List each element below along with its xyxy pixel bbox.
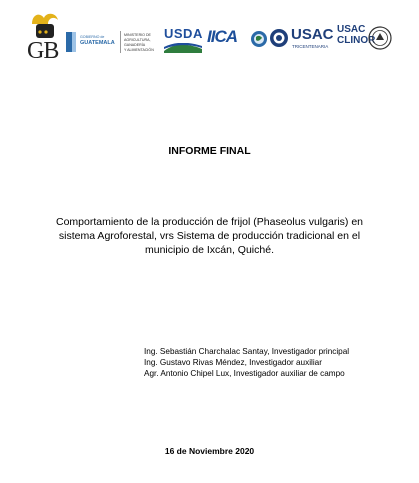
usac-clinor-line-2: CLINOR: [337, 35, 376, 46]
usac-clinor-line-1: USAC: [337, 24, 366, 35]
author-item: Agr. Antonio Chipel Lux, Investigador auxiliar de campo: [144, 369, 345, 378]
usda-text: USDA: [164, 26, 203, 41]
author-list: [144, 346, 349, 379]
maga-line-1: MINISTERIO DE: [124, 33, 151, 37]
gobierno-text: GOBIERNO de: [80, 35, 105, 39]
logo-banner: [0, 0, 419, 75]
clinor-seal-icon: [368, 26, 392, 50]
usac-seal-icon: [269, 28, 289, 48]
gb-logo: [26, 10, 66, 66]
subtitle-line: municipio de Ixcán, Quiché.: [145, 244, 274, 256]
gobierno-guatemala-logo: [66, 32, 120, 52]
maga-divider: [120, 31, 121, 53]
gb-logo-text: GB: [27, 38, 59, 64]
document-date: 16 de Noviembre 2020: [164, 446, 255, 456]
globe-icon: [250, 30, 268, 48]
usac-sub-text: TRICENTENARIA: [292, 44, 329, 49]
maga-logo: [120, 31, 160, 53]
document-subtitle: [0, 215, 419, 257]
globe-emblem: [250, 30, 268, 48]
usda-field-icon: [164, 43, 202, 53]
maga-line-2: AGRICULTURA,: [124, 38, 151, 42]
subtitle-line: sistema Agroforestal, vrs Sistema de producción tradicional en el: [58, 230, 361, 242]
usac-text: USAC: [291, 26, 334, 43]
maga-line-3: GANADERÍA: [124, 43, 146, 47]
author-item: Ing. Gustavo Rivas Méndez, Investigador auxiliar: [144, 358, 322, 367]
maga-line-4: Y ALIMENTACIÓN: [124, 48, 154, 52]
usac-clinor-logo: [337, 24, 393, 56]
usac-tricentenaria-logo: [269, 26, 335, 54]
iica-logo: [207, 27, 251, 51]
iica-text: IICA: [207, 27, 237, 46]
subtitle-line: Comportamiento de la producción de frijol (Phaseolus vulgaris) en: [56, 216, 363, 228]
usda-logo: [164, 26, 202, 54]
gov-flag-white: [72, 32, 76, 52]
document-title: INFORME FINAL: [168, 145, 251, 157]
author-item: Ing. Sebastián Charchalac Santay, Investigador principal: [144, 347, 350, 356]
guatemala-text: GUATEMALA: [80, 40, 115, 46]
